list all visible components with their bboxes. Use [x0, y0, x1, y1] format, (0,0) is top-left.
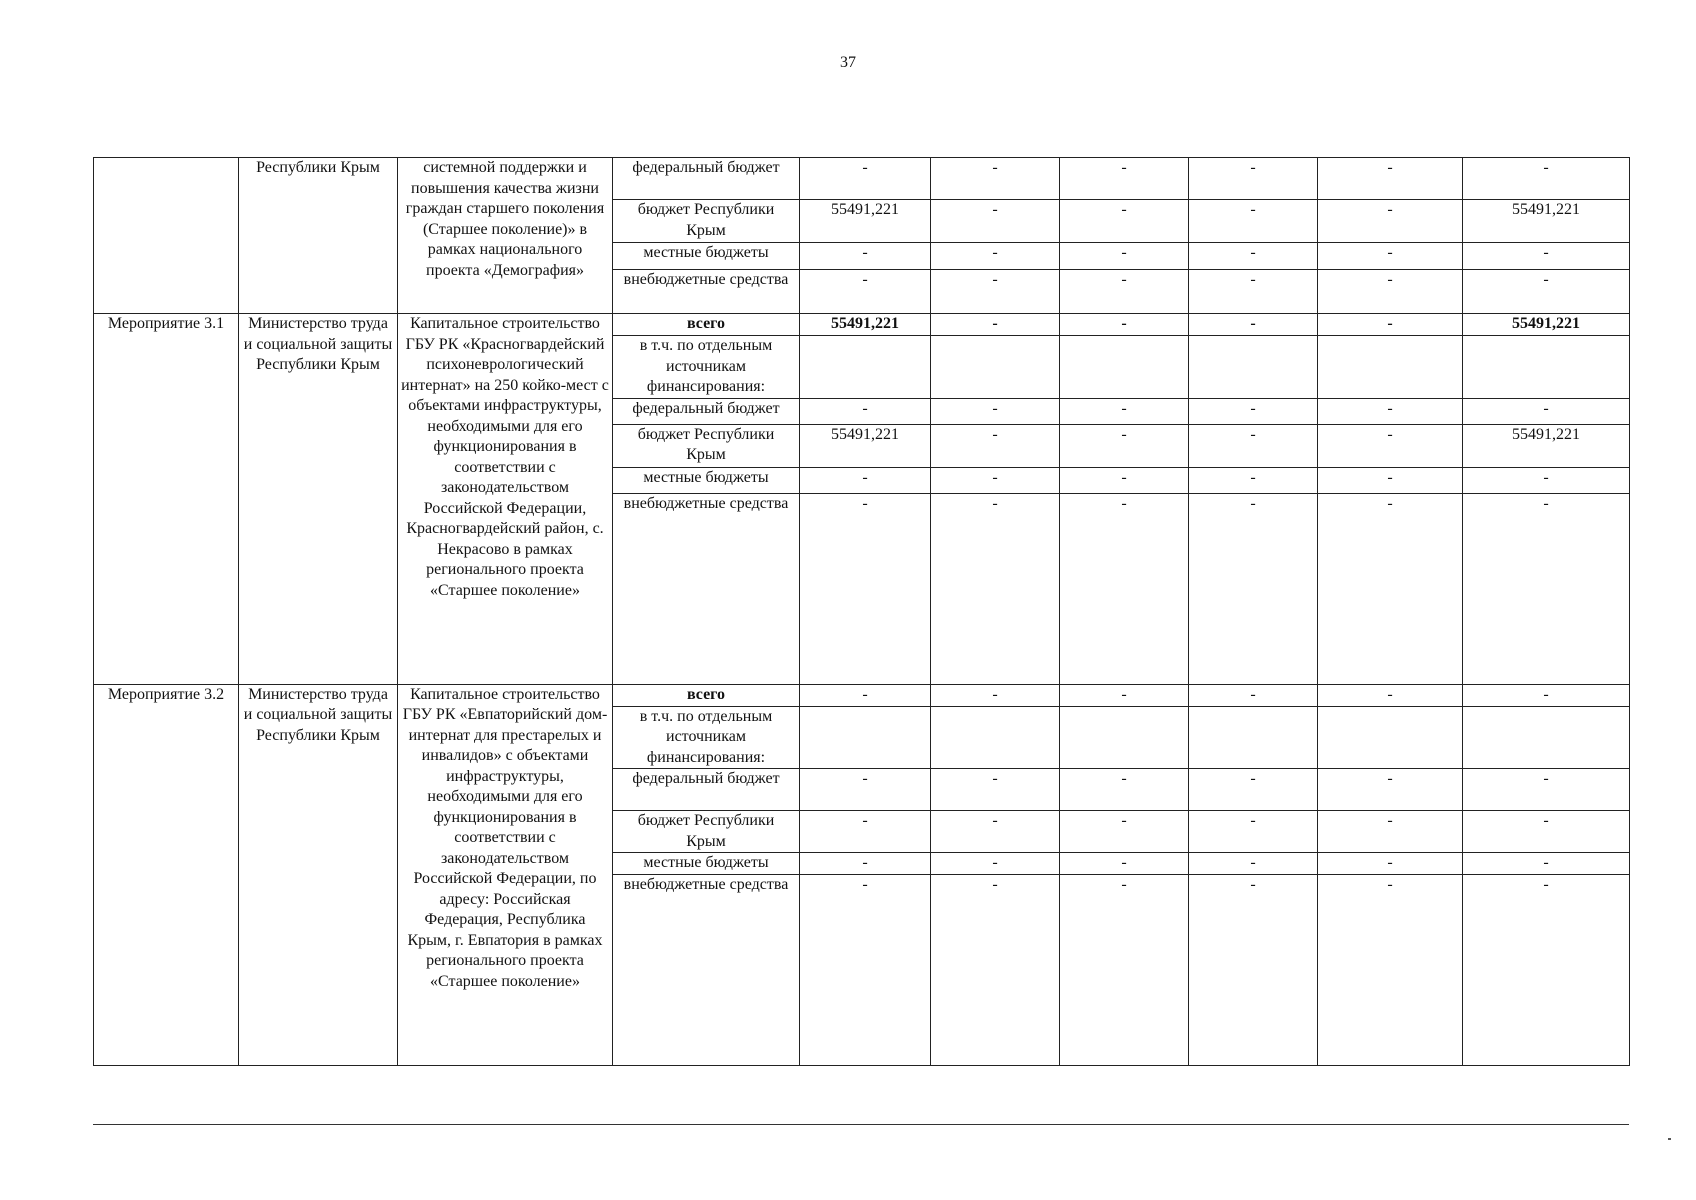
value-cell: - — [931, 424, 1060, 467]
breakdown-label-cell: в т.ч. по отдельным источникам финансирования: — [613, 706, 800, 769]
value-cell: - — [1189, 243, 1318, 270]
value-cell: - — [1463, 243, 1630, 270]
value-cell — [1060, 336, 1189, 399]
value-cell: - — [1463, 467, 1630, 493]
value-cell: - — [1060, 314, 1189, 336]
value-cell: - — [1060, 243, 1189, 270]
source-cell: федеральный бюджет — [613, 398, 800, 424]
value-cell: - — [1318, 493, 1463, 684]
description-cell: Капитальное строительство ГБУ РК «Евпаторийский дом-интернат для престарелых и инвалидов» с объектами инфраструктуры, необходимыми для его функционирования в соответствии с законодательством Российской Федерации, по адресу: Российская Федерация, Республика Крым, г. Евпатория в рамках регионального проекта «Старшее поколение» — [398, 684, 613, 1066]
value-cell: - — [800, 493, 931, 684]
value-cell: - — [1189, 769, 1318, 811]
value-cell: - — [931, 493, 1060, 684]
value-cell: - — [1060, 684, 1189, 706]
value-cell: - — [1463, 769, 1630, 811]
value-cell: - — [1318, 467, 1463, 493]
value-cell: - — [1463, 158, 1630, 200]
value-cell: - — [1189, 875, 1318, 1066]
source-cell: бюджет Республики Крым — [613, 811, 800, 853]
value-cell: - — [800, 875, 931, 1066]
value-cell — [1318, 336, 1463, 399]
value-cell: - — [931, 243, 1060, 270]
value-cell: - — [1189, 158, 1318, 200]
value-cell: - — [1318, 270, 1463, 314]
event-label-cell: Мероприятие 3.2 — [94, 684, 239, 1066]
value-cell: - — [1060, 200, 1189, 243]
value-cell: - — [1189, 853, 1318, 875]
value-cell: - — [1189, 398, 1318, 424]
value-cell: 55491,221 — [800, 200, 931, 243]
source-cell: бюджет Республики Крым — [613, 200, 800, 243]
value-cell: - — [800, 853, 931, 875]
executor-cell: Республики Крым — [239, 158, 398, 314]
source-cell: бюджет Республики Крым — [613, 424, 800, 467]
source-cell: внебюджетные средства — [613, 493, 800, 684]
value-cell: - — [1318, 769, 1463, 811]
value-cell: - — [1060, 424, 1189, 467]
source-cell: внебюджетные средства — [613, 875, 800, 1066]
value-cell — [800, 706, 931, 769]
value-cell — [1463, 706, 1630, 769]
value-cell: - — [1060, 875, 1189, 1066]
value-cell: - — [1463, 684, 1630, 706]
table-row — [94, 158, 1630, 200]
event-3-1-block — [94, 314, 1630, 685]
value-cell: - — [1463, 811, 1630, 853]
executor-cell: Министерство труда и социальной защиты Республики Крым — [239, 684, 398, 1066]
value-cell: - — [1060, 398, 1189, 424]
value-cell: - — [931, 467, 1060, 493]
value-cell: - — [1060, 769, 1189, 811]
value-cell: - — [931, 200, 1060, 243]
value-cell: 55491,221 — [1463, 424, 1630, 467]
value-cell: - — [1060, 811, 1189, 853]
value-cell: - — [931, 270, 1060, 314]
source-cell: всего — [613, 684, 800, 706]
value-cell: - — [800, 684, 931, 706]
event-label-cell — [94, 158, 239, 314]
event-3-2-block — [94, 684, 1630, 1066]
value-cell: - — [1463, 398, 1630, 424]
value-cell: - — [1318, 158, 1463, 200]
value-cell: - — [931, 875, 1060, 1066]
value-cell: - — [1318, 875, 1463, 1066]
value-cell: - — [1060, 467, 1189, 493]
value-cell: - — [931, 158, 1060, 200]
value-cell: - — [1189, 314, 1318, 336]
value-cell: - — [931, 811, 1060, 853]
value-cell: - — [800, 811, 931, 853]
value-cell: - — [1318, 200, 1463, 243]
scan-speck — [1668, 1138, 1671, 1140]
source-cell: внебюджетные средства — [613, 270, 800, 314]
value-cell: - — [800, 243, 931, 270]
continuation-block — [94, 158, 1630, 314]
value-cell: - — [800, 398, 931, 424]
value-cell — [1318, 706, 1463, 769]
value-cell: - — [1463, 493, 1630, 684]
value-cell: - — [1060, 493, 1189, 684]
value-cell: - — [800, 467, 931, 493]
value-cell: - — [931, 314, 1060, 336]
value-cell: - — [800, 270, 931, 314]
breakdown-label-cell: в т.ч. по отдельным источникам финансирования: — [613, 336, 800, 399]
value-cell: - — [931, 769, 1060, 811]
source-cell: местные бюджеты — [613, 853, 800, 875]
value-cell: - — [1189, 467, 1318, 493]
value-cell: 55491,221 — [1463, 314, 1630, 336]
value-cell: - — [1060, 853, 1189, 875]
description-cell: системной поддержки и повышения качества жизни граждан старшего поколения (Старшее поколение)» в рамках национального проекта «Демография» — [398, 158, 613, 314]
value-cell — [1060, 706, 1189, 769]
source-cell: местные бюджеты — [613, 243, 800, 270]
value-cell — [800, 336, 931, 399]
value-cell: - — [1463, 875, 1630, 1066]
value-cell: - — [1060, 270, 1189, 314]
value-cell: - — [1189, 424, 1318, 467]
source-cell: федеральный бюджет — [613, 158, 800, 200]
table-row — [94, 684, 1630, 706]
value-cell: - — [1318, 853, 1463, 875]
value-cell: - — [1463, 853, 1630, 875]
value-cell — [1189, 336, 1318, 399]
value-cell — [931, 336, 1060, 399]
value-cell: 55491,221 — [1463, 200, 1630, 243]
value-cell: - — [931, 684, 1060, 706]
budget-table — [93, 157, 1630, 1066]
value-cell: 55491,221 — [800, 424, 931, 467]
value-cell: - — [1318, 243, 1463, 270]
source-cell: местные бюджеты — [613, 467, 800, 493]
value-cell — [1463, 336, 1630, 399]
value-cell: - — [1189, 493, 1318, 684]
page-number: 37 — [840, 54, 856, 71]
value-cell — [931, 706, 1060, 769]
value-cell: - — [800, 769, 931, 811]
value-cell: - — [1060, 158, 1189, 200]
footer-rule — [93, 1124, 1629, 1125]
value-cell: - — [1318, 684, 1463, 706]
value-cell: - — [1189, 684, 1318, 706]
table-row — [94, 314, 1630, 336]
executor-cell: Министерство труда и социальной защиты Республики Крым — [239, 314, 398, 685]
value-cell: - — [1189, 200, 1318, 243]
value-cell: 55491,221 — [800, 314, 931, 336]
value-cell: - — [1463, 270, 1630, 314]
value-cell: - — [1189, 270, 1318, 314]
value-cell: - — [1189, 811, 1318, 853]
source-cell: всего — [613, 314, 800, 336]
event-label-cell: Мероприятие 3.1 — [94, 314, 239, 685]
value-cell — [1189, 706, 1318, 769]
value-cell: - — [931, 853, 1060, 875]
value-cell: - — [800, 158, 931, 200]
source-cell: федеральный бюджет — [613, 769, 800, 811]
value-cell: - — [1318, 424, 1463, 467]
value-cell: - — [931, 398, 1060, 424]
value-cell: - — [1318, 398, 1463, 424]
value-cell: - — [1318, 314, 1463, 336]
value-cell: - — [1318, 811, 1463, 853]
description-cell: Капитальное строительство ГБУ РК «Красногвардейский психоневрологический интернат» на 250 койко-мест с объектами инфраструктуры, необходимыми для его функционирования в соответствии с законодательством Российской Федерации, Красногвардейский район, с. Некрасово в рамках регионального проекта «Старшее поколение» — [398, 314, 613, 685]
